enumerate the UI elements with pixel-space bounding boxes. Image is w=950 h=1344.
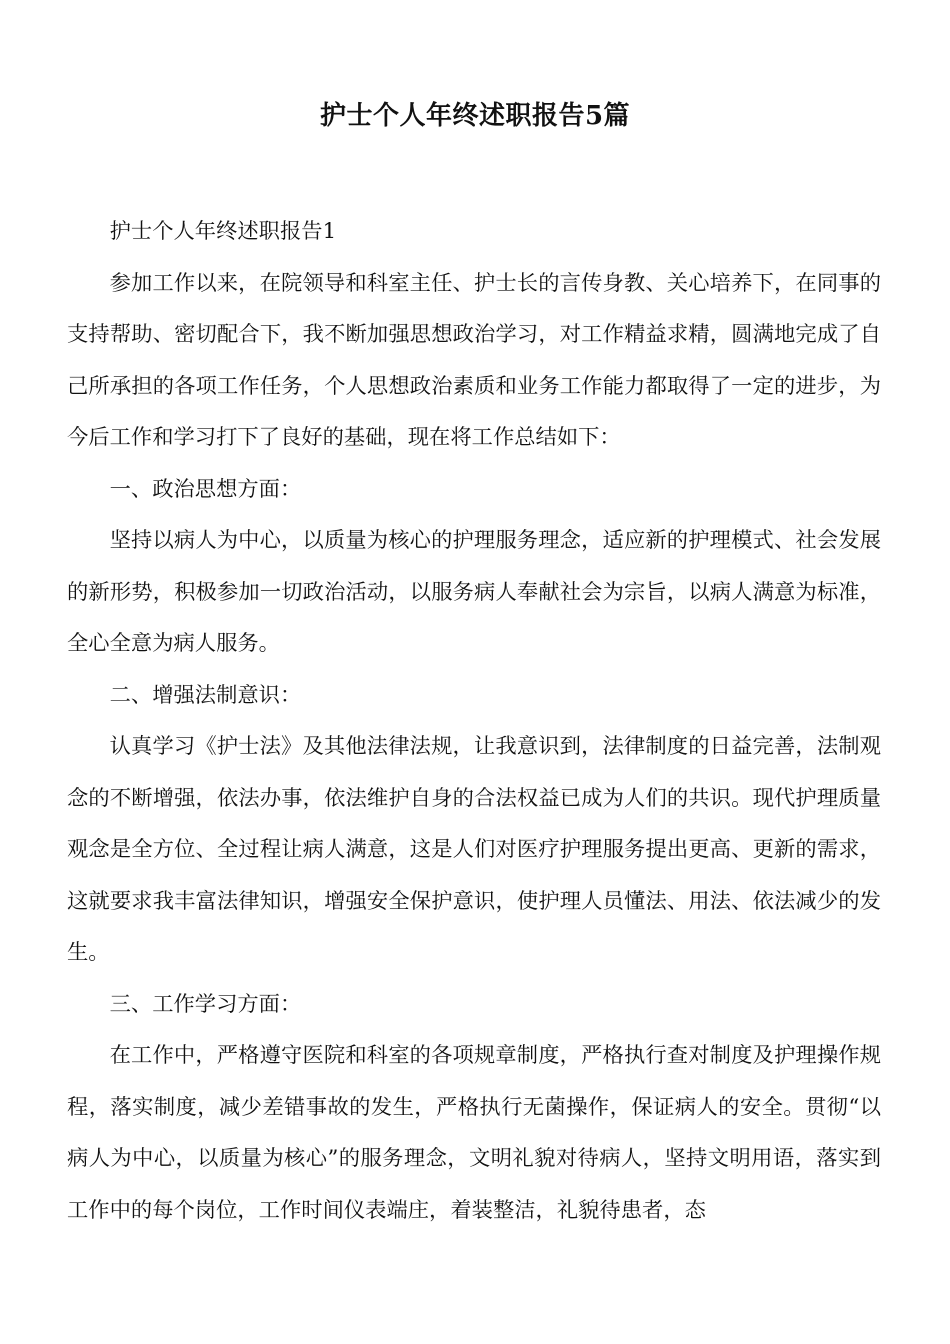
paragraph-intro: 参加工作以来，在院领导和科室主任、护士长的言传身教、关心培养下，在同事的支持帮助、密切配合下，我不断加强思想政治学习，对工作精益求精，圆满地完成了自己所承担的各项工作任务，个人思想政治素质和业务工作能力都取得了一定的进步，为今后工作和学习打下了良好的基础，现在将工作总结如下： [67, 270, 881, 450]
paragraph-legal: 认真学习《护士法》及其他法律法规，让我意识到，法律制度的日益完善，法制观念的不断增强，依法办事，依法维护自身的合法权益已成为人们的共识。现代护理质量观念是全方位、全过程让病人满意，这是人们对医疗护理服务提出更高、更新的需求，这就要求我丰富法律知识，增强安全保护意识，使护理人员懂法、用法、依法减少的发生。 [67, 734, 881, 965]
paragraph-work-study: 在工作中，严格遵守医院和科室的各项规章制度，严格执行查对制度及护理操作规程，落实制度，减少差错事故的发生，严格执行无菌操作，保证病人的安全。贯彻“以病人为中心，以质量为核心”的服务理念，文明礼貌对待病人，坚持文明用语，落实到工作中的每个岗位，工作时间仪表端庄，着装整洁，礼貌待患者，态 [67, 1043, 881, 1223]
section-heading-report-1: 护士个人年终述职报告1 [109, 219, 337, 244]
paragraph-political: 坚持以病人为中心，以质量为核心的护理服务理念，适应新的护理模式、社会发展的新形势，积极参加一切政治活动，以服务病人奉献社会为宗旨，以病人满意为标准，全心全意为病人服务。 [67, 528, 881, 656]
section-heading-legal: 二、增强法制意识： [109, 682, 302, 708]
document-title: 护士个人年终述职报告5篇 [319, 101, 631, 131]
document-body [67, 206, 881, 1236]
section-heading-work-study: 三、工作学习方面： [109, 991, 302, 1017]
section-heading-political: 一、政治思想方面： [109, 476, 302, 502]
